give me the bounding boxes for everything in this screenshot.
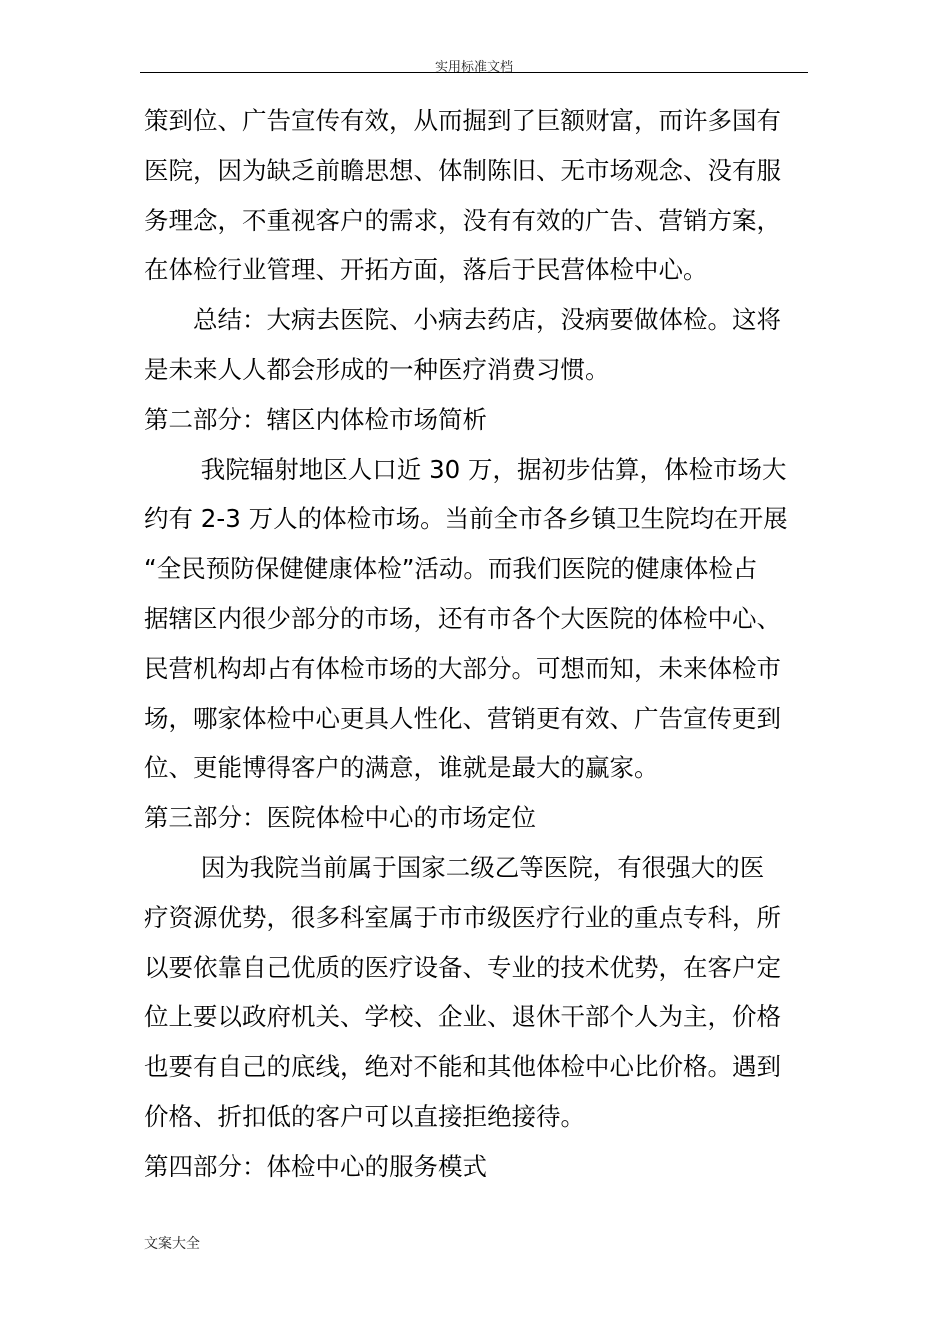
section-heading: 第四部分：体检中心的服务模式 bbox=[144, 1151, 487, 1181]
text-line: 场，哪家体检中心更具人性化、营销更有效、广告宣传更到 bbox=[144, 703, 781, 733]
page-footer: 文案大全 bbox=[144, 1236, 200, 1252]
text-line: 价格、折扣低的客户可以直接拒绝接待。 bbox=[144, 1101, 585, 1131]
text-line: 疗资源优势，很多科室属于市市级医疗行业的重点专科，所 bbox=[144, 902, 781, 932]
text-line: 也要有自己的底线，绝对不能和其他体检中心比价格。遇到 bbox=[144, 1052, 781, 1082]
header-divider bbox=[140, 72, 808, 73]
page-header: 实用标准文档 bbox=[434, 60, 513, 75]
text-line: 策到位、广告宣传有效，从而掘到了巨额财富，而许多国有 bbox=[144, 106, 781, 135]
text-line: 约有 2-3 万人的体检市场。当前全市各乡镇卫生院均在开展 bbox=[144, 504, 788, 534]
document-body bbox=[144, 96, 812, 1192]
text-line: 医院，因为缺乏前瞻思想、体制陈旧、无市场观念、没有服 bbox=[144, 155, 781, 185]
text-line: 以要依靠自己优质的医疗设备、专业的技术优势，在客户定 bbox=[144, 952, 781, 982]
text-line: 是未来人人都会形成的一种医疗消费习惯。 bbox=[144, 354, 610, 384]
section-heading: 第二部分：辖区内体检市场简析 bbox=[144, 404, 487, 434]
text-line: 民营机构却占有体检市场的大部分。可想而知，未来体检市 bbox=[144, 653, 781, 683]
text-line: 总结：大病去医院、小病去药店，没病要做体检。这将 bbox=[144, 305, 781, 335]
text-line: “全民预防保健健康体检”活动。而我们医院的健康体检占 bbox=[144, 554, 758, 584]
text-line: 位上要以政府机关、学校、企业、退休干部个人为主，价格 bbox=[144, 1002, 781, 1032]
text-line: 我院辐射地区人口近 30 万，据初步估算，体检市场大 bbox=[144, 454, 787, 484]
text-line: 位、更能博得客户的满意，谁就是最大的赢家。 bbox=[144, 753, 659, 783]
text-line: 据辖区内很少部分的市场，还有市各个大医院的体检中心、 bbox=[144, 603, 781, 633]
text-line: 在体检行业管理、开拓方面，落后于民营体检中心。 bbox=[144, 255, 708, 285]
section-heading: 第三部分：医院体检中心的市场定位 bbox=[144, 803, 536, 833]
text-line: 务理念，不重视客户的需求，没有有效的广告、营销方案， bbox=[144, 205, 781, 235]
text-line: 因为我院当前属于国家二级乙等医院，有很强大的医 bbox=[144, 852, 765, 882]
